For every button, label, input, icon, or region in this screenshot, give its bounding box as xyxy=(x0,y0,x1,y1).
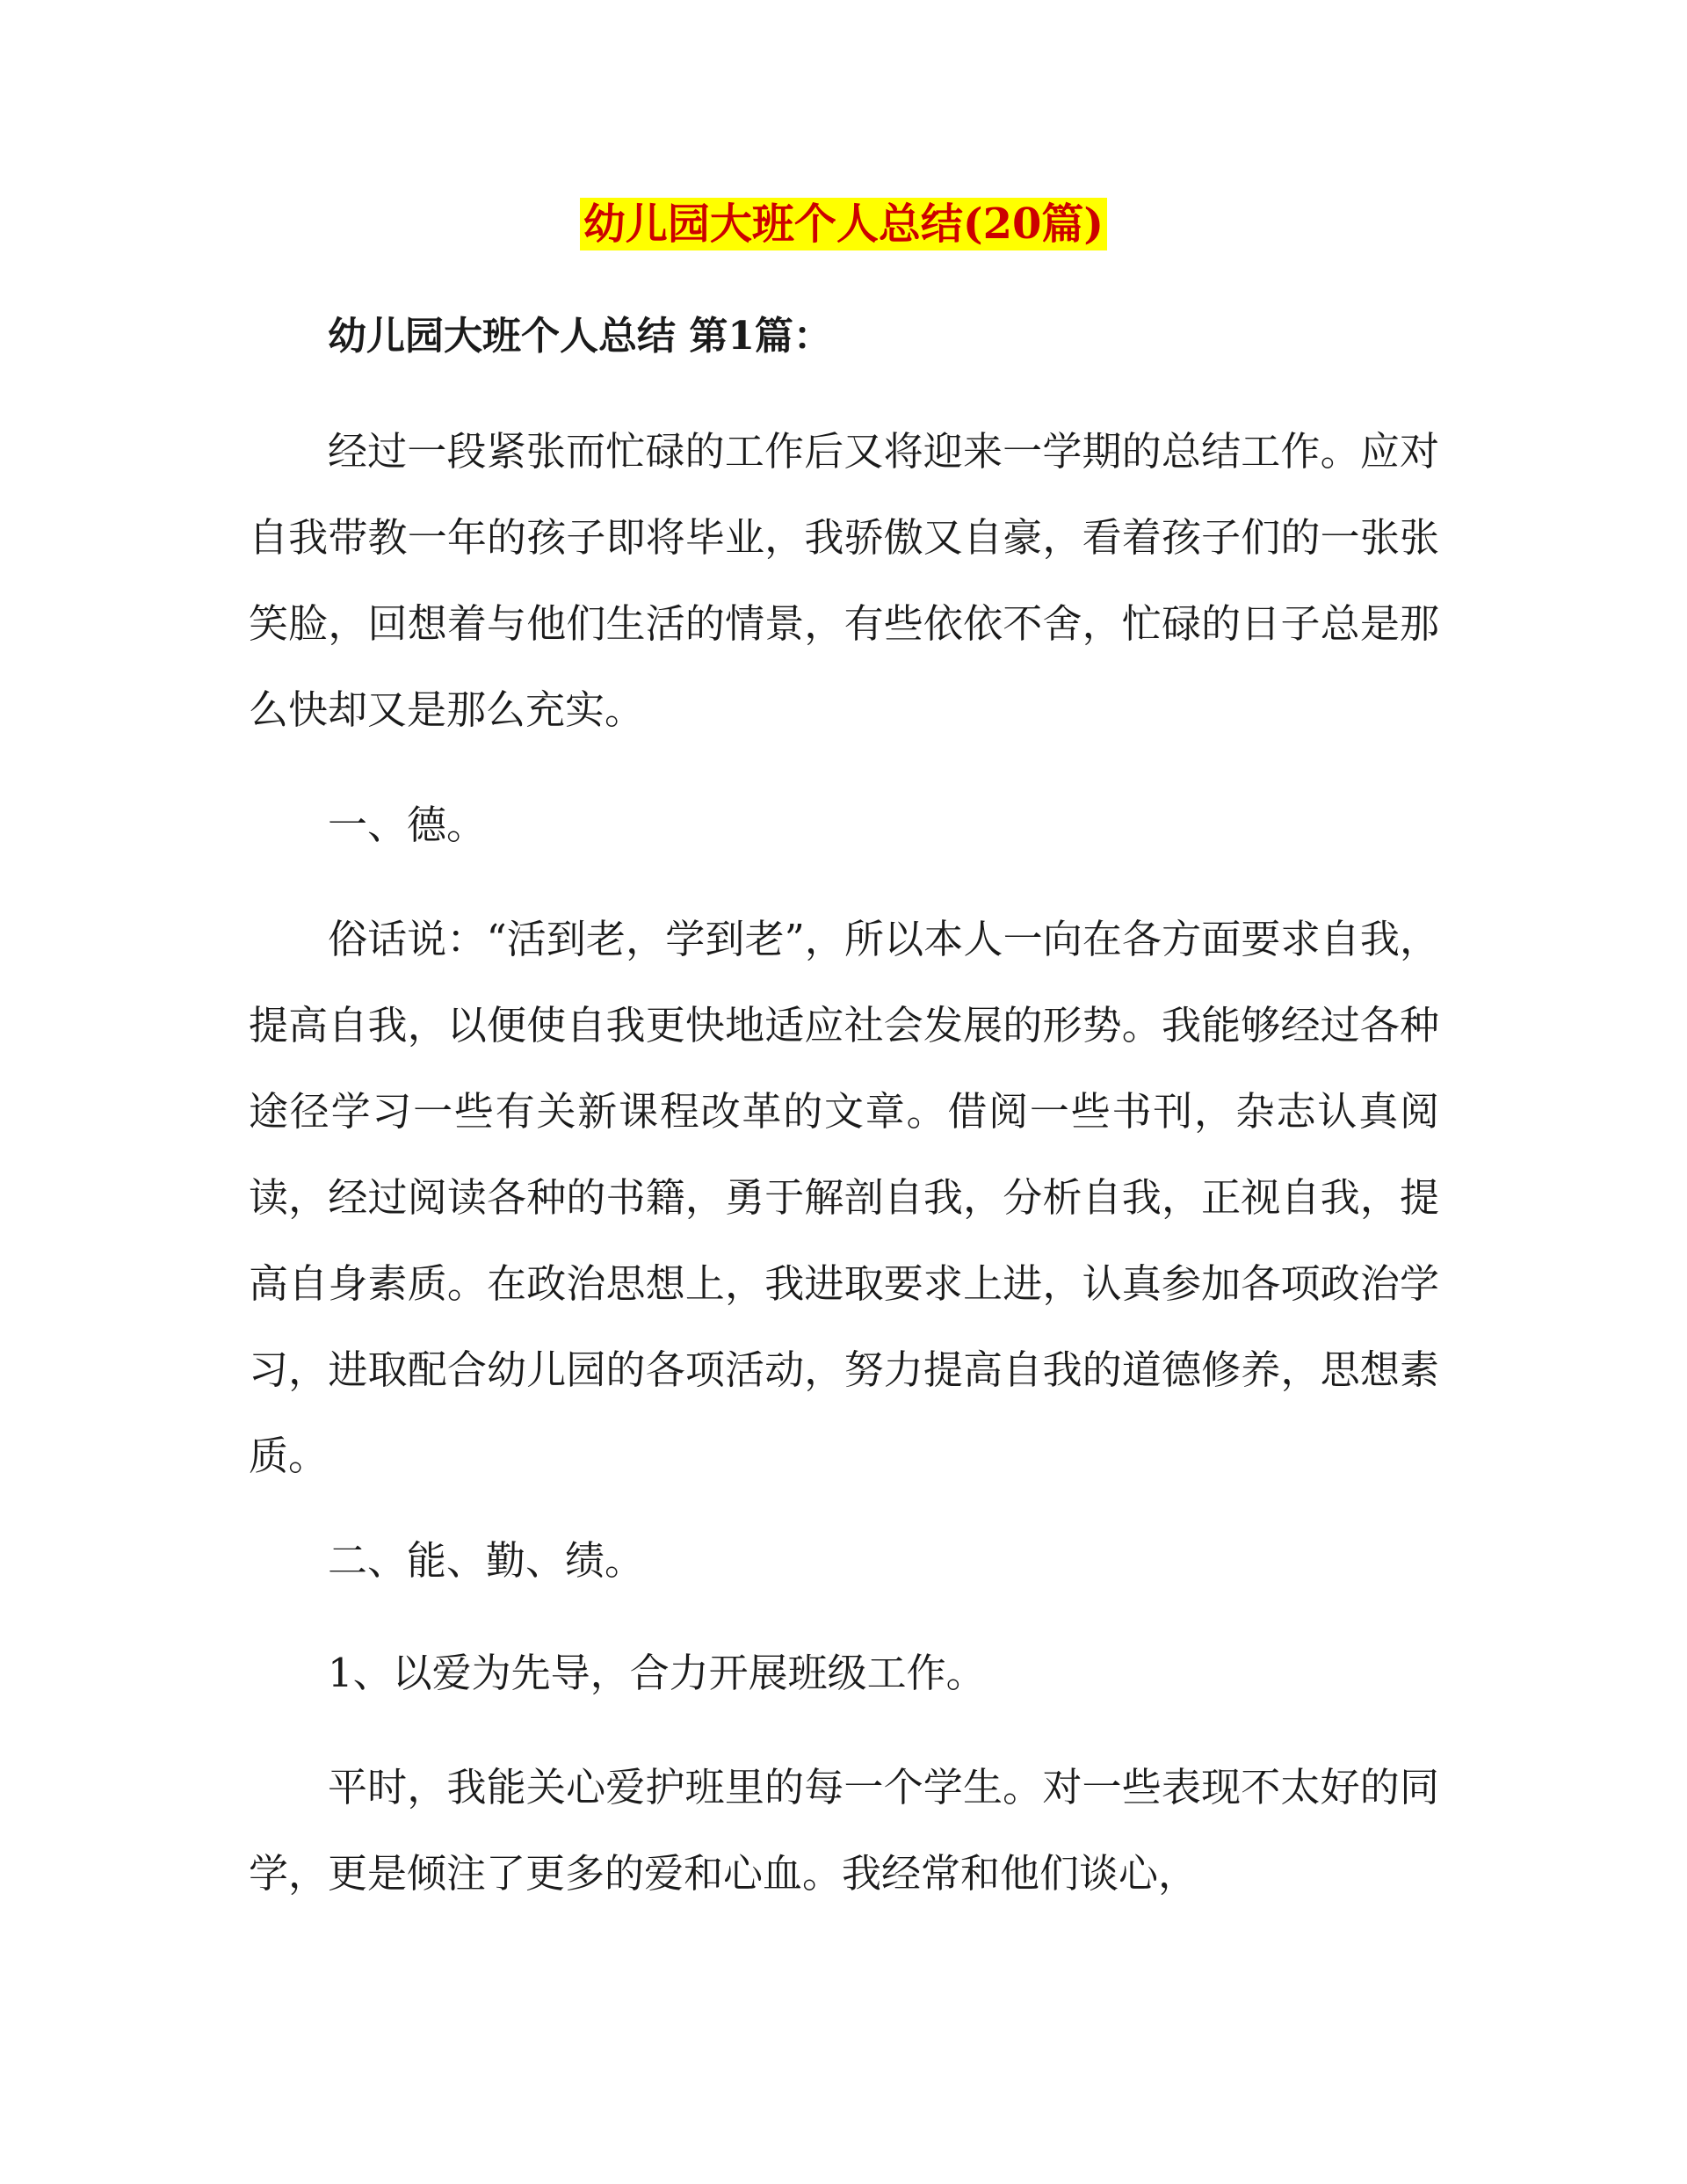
paragraph-de-body: 俗话说：“活到老，学到老”，所以本人一向在各方面要求自我，提高自我，以便使自我更快地适应社会发展的形势。我能够经过各种途径学习一些有关新课程改革的文章。借阅一些书刊，杂志认真阅读，经过阅读各种的书籍，勇于解剖自我，分析自我，正视自我，提高自身素质。在政治思想上，我进取要求上进，认真参加各项政治学习，进取配合幼儿园的各项活动，努力提高自我的道德修养，思想素质。 xyxy=(249,916,1439,1479)
document-title xyxy=(0,195,1687,253)
paragraph-subheading-1: 1、以爱为先导，合力开展班级工作。 xyxy=(328,1650,986,1696)
paragraph-heading-neng: 二、能、勤、绩。 xyxy=(328,1537,645,1584)
section-heading: 幼儿园大班个人总结 第1篇： xyxy=(328,314,832,359)
title-highlight: 幼儿园大班个人总结(20篇) xyxy=(580,198,1107,250)
paragraph-body-2: 平时，我能关心爱护班里的每一个学生。对一些表现不太好的同学，更是倾注了更多的爱和心血。我经常和他们谈心， xyxy=(249,1764,1439,1897)
paragraph-heading-de: 一、德。 xyxy=(328,802,487,848)
paragraph-intro: 经过一段紧张而忙碌的工作后又将迎来一学期的总结工作。应对自我带教一年的孩子即将毕业，我骄傲又自豪，看着孩子们的一张张笑脸，回想着与他们生活的情景，有些依依不舍，忙碌的日子总是那么快却又是那么充实。 xyxy=(249,428,1439,733)
